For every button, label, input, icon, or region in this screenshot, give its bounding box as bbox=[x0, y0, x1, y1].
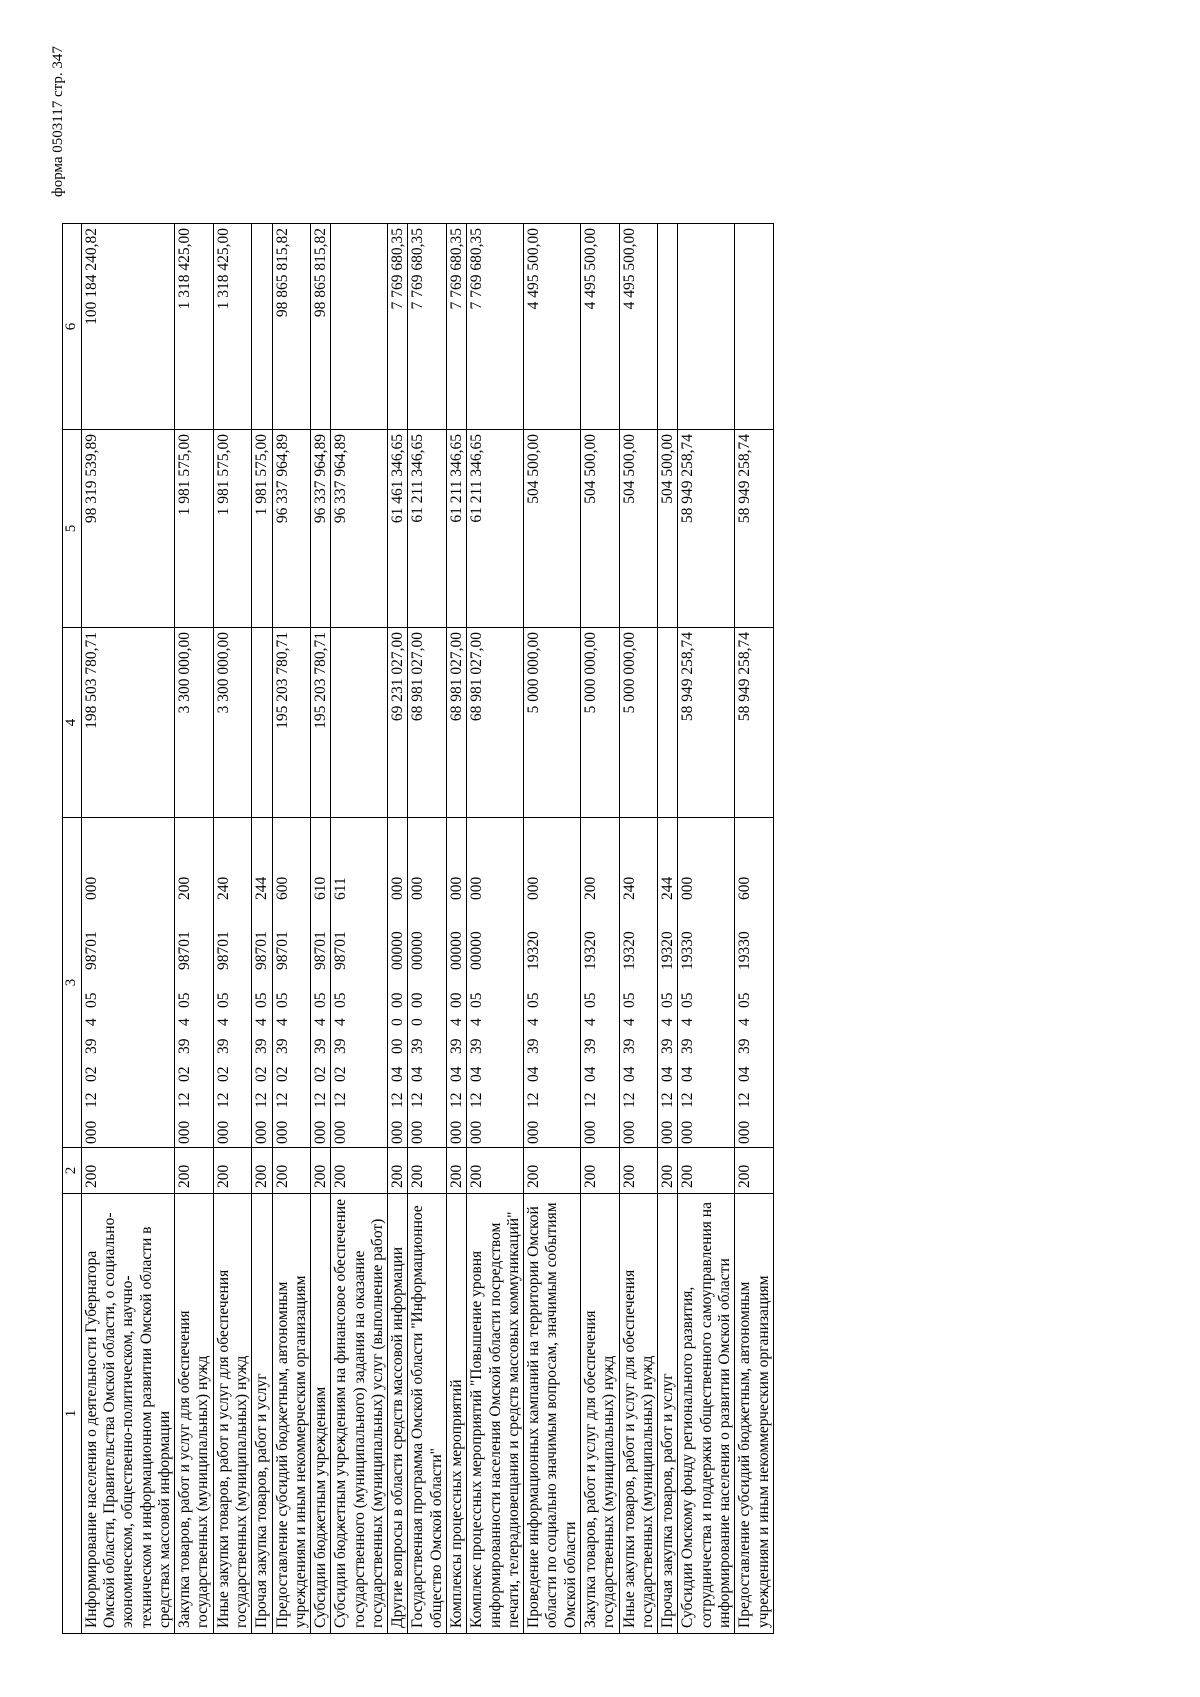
code-segment: 000 bbox=[389, 876, 407, 900]
line-code: 200 bbox=[388, 1148, 408, 1194]
code-segment: 244 bbox=[253, 876, 271, 900]
unexecuted-amount: 7 769 680,35 bbox=[408, 224, 447, 430]
code-segment: 240 bbox=[214, 876, 232, 900]
line-code: 200 bbox=[252, 1148, 272, 1194]
approved-amount: 198 503 780,71 bbox=[81, 628, 174, 818]
code-segment: 05 bbox=[273, 992, 291, 1008]
code-segment: 000 bbox=[273, 1120, 291, 1144]
code-segment: 000 bbox=[525, 876, 543, 900]
code-segment: 12 bbox=[176, 1092, 194, 1108]
table-row bbox=[447, 224, 467, 1634]
budget-classification-code bbox=[272, 818, 311, 1148]
code-segment: 05 bbox=[312, 992, 330, 1008]
code-segment: 39 bbox=[409, 1038, 427, 1054]
code-segment: 02 bbox=[176, 1066, 194, 1082]
executed-amount: 1 981 575,00 bbox=[213, 430, 252, 628]
approved-amount: 3 300 000,00 bbox=[213, 628, 252, 818]
code-segment: 39 bbox=[273, 1038, 291, 1054]
code-segment: 98701 bbox=[253, 931, 271, 970]
table-row bbox=[311, 224, 331, 1634]
code-segment: 12 bbox=[214, 1092, 232, 1108]
table-row bbox=[524, 224, 581, 1634]
code-segment: 4 bbox=[312, 1018, 330, 1026]
code-segment: 19330 bbox=[736, 931, 754, 970]
code-segment: 0 bbox=[409, 1018, 427, 1026]
row-name: Прочая закупка товаров, работ и услуг bbox=[658, 1194, 678, 1634]
row-name: Субсидии бюджетным учреждениям на финансовое обеспечение государственного (муниципального) задания на оказание государственных (муниципальных) услуг (выполнение работ) bbox=[331, 1194, 388, 1634]
row-name: Субсидии Омскому фонду регионального развития, сотрудничества и поддержки общественного самоуправления на информирование населения о развитии Омской области bbox=[678, 1194, 735, 1634]
column-header: 2 bbox=[63, 1148, 82, 1194]
code-segment: 4 bbox=[273, 1018, 291, 1026]
budget-classification-code bbox=[447, 818, 467, 1148]
row-name: Субсидии бюджетным учреждениям bbox=[311, 1194, 331, 1634]
executed-amount: 1 981 575,00 bbox=[175, 430, 214, 628]
column-header: 4 bbox=[63, 628, 82, 818]
table-row bbox=[252, 224, 272, 1634]
code-segment: 000 bbox=[389, 1120, 407, 1144]
code-segment: 05 bbox=[468, 992, 486, 1008]
code-segment: 00000 bbox=[409, 931, 427, 970]
line-code: 200 bbox=[331, 1148, 388, 1194]
code-segment: 19320 bbox=[620, 931, 638, 970]
code-segment: 244 bbox=[659, 876, 677, 900]
row-name: Закупка товаров, работ и услуг для обеспечения государственных (муниципальных) нужд bbox=[581, 1194, 620, 1634]
row-name: Иные закупки товаров, работ и услуг для обеспечения государственных (муниципальных) нужд bbox=[213, 1194, 252, 1634]
executed-amount: 96 337 964,89 bbox=[311, 430, 331, 628]
table-row bbox=[735, 224, 774, 1634]
code-segment: 04 bbox=[620, 1066, 638, 1082]
code-segment: 600 bbox=[736, 876, 754, 900]
budget-classification-code bbox=[619, 818, 658, 1148]
code-segment: 05 bbox=[736, 992, 754, 1008]
code-segment: 19330 bbox=[679, 931, 697, 970]
code-segment: 39 bbox=[679, 1038, 697, 1054]
approved-amount bbox=[331, 628, 388, 818]
table-row bbox=[388, 224, 408, 1634]
approved-amount: 68 981 027,00 bbox=[408, 628, 447, 818]
code-segment: 12 bbox=[448, 1092, 466, 1108]
unexecuted-amount bbox=[735, 224, 774, 430]
table-row bbox=[175, 224, 214, 1634]
code-segment: 39 bbox=[176, 1038, 194, 1054]
code-segment: 000 bbox=[82, 876, 100, 900]
code-segment: 39 bbox=[82, 1038, 100, 1054]
budget-classification-code bbox=[213, 818, 252, 1148]
row-name: Прочая закупка товаров, работ и услуг bbox=[252, 1194, 272, 1634]
executed-amount: 504 500,00 bbox=[524, 430, 581, 628]
code-segment: 04 bbox=[389, 1066, 407, 1082]
row-name: Другие вопросы в области средств массовой информации bbox=[388, 1194, 408, 1634]
code-segment: 600 bbox=[273, 876, 291, 900]
code-segment: 000 bbox=[448, 876, 466, 900]
code-segment: 000 bbox=[448, 1120, 466, 1144]
line-code: 200 bbox=[81, 1148, 174, 1194]
code-segment: 04 bbox=[736, 1066, 754, 1082]
code-segment: 39 bbox=[448, 1038, 466, 1054]
code-segment: 000 bbox=[736, 1120, 754, 1144]
line-code: 200 bbox=[311, 1148, 331, 1194]
code-segment: 000 bbox=[679, 1120, 697, 1144]
approved-amount: 195 203 780,71 bbox=[272, 628, 311, 818]
code-segment: 000 bbox=[312, 1120, 330, 1144]
code-segment: 000 bbox=[176, 1120, 194, 1144]
column-header: 5 bbox=[63, 430, 82, 628]
code-segment: 200 bbox=[582, 876, 599, 900]
code-segment: 05 bbox=[253, 992, 271, 1008]
budget-classification-code bbox=[252, 818, 272, 1148]
code-segment: 00000 bbox=[389, 931, 407, 970]
table-row bbox=[272, 224, 311, 1634]
header-row bbox=[63, 224, 82, 1634]
approved-amount: 5 000 000,00 bbox=[581, 628, 620, 818]
budget-table bbox=[62, 223, 774, 1634]
table-row bbox=[81, 224, 174, 1634]
row-name: Предоставление субсидий бюджетным, автономным учреждениям и иным некоммерческим организациям bbox=[272, 1194, 311, 1634]
executed-amount: 504 500,00 bbox=[619, 430, 658, 628]
executed-amount: 504 500,00 bbox=[658, 430, 678, 628]
code-segment: 39 bbox=[582, 1038, 599, 1054]
code-segment: 4 bbox=[448, 1018, 466, 1026]
line-code: 200 bbox=[447, 1148, 467, 1194]
code-segment: 05 bbox=[332, 992, 350, 1008]
budget-classification-code bbox=[311, 818, 331, 1148]
unexecuted-amount bbox=[252, 224, 272, 430]
code-segment: 00000 bbox=[448, 931, 466, 970]
column-header: 1 bbox=[63, 1194, 82, 1634]
code-segment: 98701 bbox=[214, 931, 232, 970]
code-segment: 4 bbox=[679, 1018, 697, 1026]
budget-classification-code bbox=[581, 818, 620, 1148]
code-segment: 00 bbox=[409, 992, 427, 1008]
budget-classification-code bbox=[331, 818, 388, 1148]
code-segment: 98701 bbox=[273, 931, 291, 970]
code-segment: 04 bbox=[468, 1066, 486, 1082]
code-segment: 05 bbox=[620, 992, 638, 1008]
unexecuted-amount: 7 769 680,35 bbox=[467, 224, 524, 430]
code-segment: 05 bbox=[176, 992, 194, 1008]
code-segment: 02 bbox=[312, 1066, 330, 1082]
approved-amount bbox=[658, 628, 678, 818]
executed-amount: 96 337 964,89 bbox=[272, 430, 311, 628]
code-segment: 12 bbox=[409, 1092, 427, 1108]
line-code: 200 bbox=[467, 1148, 524, 1194]
code-segment: 02 bbox=[332, 1066, 350, 1082]
approved-amount: 58 949 258,74 bbox=[678, 628, 735, 818]
code-segment: 98701 bbox=[312, 931, 330, 970]
code-segment: 12 bbox=[273, 1092, 291, 1108]
row-name: Государственная программа Омской области "Информационное общество Омской области" bbox=[408, 1194, 447, 1634]
code-segment: 02 bbox=[253, 1066, 271, 1082]
code-segment: 000 bbox=[620, 1120, 638, 1144]
code-segment: 12 bbox=[659, 1092, 677, 1108]
code-segment: 000 bbox=[82, 1120, 100, 1144]
code-segment: 39 bbox=[659, 1038, 677, 1054]
executed-amount: 61 211 346,65 bbox=[408, 430, 447, 628]
unexecuted-amount: 98 865 815,82 bbox=[272, 224, 311, 430]
table-row bbox=[331, 224, 388, 1634]
code-segment: 12 bbox=[525, 1092, 543, 1108]
table-row bbox=[678, 224, 735, 1634]
table-row bbox=[658, 224, 678, 1634]
code-segment: 05 bbox=[525, 992, 543, 1008]
executed-amount: 61 461 346,65 bbox=[388, 430, 408, 628]
form-label: форма 0503117 стр. 347 bbox=[50, 46, 66, 197]
executed-amount: 96 337 964,89 bbox=[331, 430, 388, 628]
budget-classification-code bbox=[408, 818, 447, 1148]
code-segment: 4 bbox=[468, 1018, 486, 1026]
approved-amount: 5 000 000,00 bbox=[524, 628, 581, 818]
executed-amount: 98 319 539,89 bbox=[81, 430, 174, 628]
unexecuted-amount: 4 495 500,00 bbox=[581, 224, 620, 430]
code-segment: 39 bbox=[468, 1038, 486, 1054]
code-segment: 98701 bbox=[82, 931, 100, 970]
code-segment: 19320 bbox=[582, 931, 599, 970]
code-segment: 12 bbox=[332, 1092, 350, 1108]
budget-classification-code bbox=[678, 818, 735, 1148]
code-segment: 12 bbox=[468, 1092, 486, 1108]
unexecuted-amount bbox=[658, 224, 678, 430]
budget-classification-code bbox=[658, 818, 678, 1148]
code-segment: 05 bbox=[82, 992, 100, 1008]
column-header: 6 bbox=[63, 224, 82, 430]
code-segment: 00 bbox=[389, 992, 407, 1008]
executed-amount: 504 500,00 bbox=[581, 430, 620, 628]
unexecuted-amount: 7 769 680,35 bbox=[388, 224, 408, 430]
code-segment: 000 bbox=[214, 1120, 232, 1144]
code-segment: 4 bbox=[82, 1018, 100, 1026]
code-segment: 200 bbox=[176, 876, 194, 900]
unexecuted-amount bbox=[331, 224, 388, 430]
code-segment: 4 bbox=[332, 1018, 350, 1026]
budget-classification-code bbox=[467, 818, 524, 1148]
code-segment: 02 bbox=[82, 1066, 100, 1082]
approved-amount: 69 231 027,00 bbox=[388, 628, 408, 818]
code-segment: 05 bbox=[659, 992, 677, 1008]
code-segment: 39 bbox=[332, 1038, 350, 1054]
unexecuted-amount: 7 769 680,35 bbox=[447, 224, 467, 430]
table-row bbox=[581, 224, 620, 1634]
code-segment: 12 bbox=[582, 1092, 599, 1108]
code-segment: 04 bbox=[525, 1066, 543, 1082]
code-segment: 4 bbox=[253, 1018, 271, 1026]
table-row bbox=[408, 224, 447, 1634]
budget-classification-code bbox=[175, 818, 214, 1148]
code-segment: 000 bbox=[409, 1120, 427, 1144]
budget-classification-code bbox=[388, 818, 408, 1148]
unexecuted-amount bbox=[678, 224, 735, 430]
unexecuted-amount: 4 495 500,00 bbox=[524, 224, 581, 430]
table-row bbox=[467, 224, 524, 1634]
line-code: 200 bbox=[581, 1148, 620, 1194]
row-name: Предоставление субсидий бюджетным, автономным учреждениям и иным некоммерческим организациям bbox=[735, 1194, 774, 1634]
code-segment: 02 bbox=[273, 1066, 291, 1082]
unexecuted-amount: 100 184 240,82 bbox=[81, 224, 174, 430]
executed-amount: 1 981 575,00 bbox=[252, 430, 272, 628]
approved-amount: 68 981 027,00 bbox=[447, 628, 467, 818]
line-code: 200 bbox=[735, 1148, 774, 1194]
budget-classification-code bbox=[735, 818, 774, 1148]
code-segment: 12 bbox=[679, 1092, 697, 1108]
code-segment: 04 bbox=[448, 1066, 466, 1082]
approved-amount: 195 203 780,71 bbox=[311, 628, 331, 818]
code-segment: 12 bbox=[253, 1092, 271, 1108]
code-segment: 00000 bbox=[468, 931, 486, 970]
unexecuted-amount: 98 865 815,82 bbox=[311, 224, 331, 430]
code-segment: 4 bbox=[659, 1018, 677, 1026]
code-segment: 0 bbox=[389, 1018, 407, 1026]
line-code: 200 bbox=[175, 1148, 214, 1194]
code-segment: 4 bbox=[582, 1018, 599, 1026]
executed-amount: 61 211 346,65 bbox=[447, 430, 467, 628]
approved-amount: 68 981 027,00 bbox=[467, 628, 524, 818]
code-segment: 39 bbox=[214, 1038, 232, 1054]
code-segment: 610 bbox=[312, 876, 330, 900]
code-segment: 4 bbox=[620, 1018, 638, 1026]
row-name: Информирование населения о деятельности Губернатора Омской области, Правительства Омской области, о социально-экономическом, общественно-политическом, научно-техническом и информационном развитии Омской области в средствах массовой информации bbox=[81, 1194, 174, 1634]
row-name: Комплексы процессных мероприятий bbox=[447, 1194, 467, 1634]
executed-amount: 58 949 258,74 bbox=[678, 430, 735, 628]
line-code: 200 bbox=[678, 1148, 735, 1194]
code-segment: 39 bbox=[620, 1038, 638, 1054]
code-segment: 98701 bbox=[332, 931, 350, 970]
budget-classification-code bbox=[81, 818, 174, 1148]
code-segment: 04 bbox=[679, 1066, 697, 1082]
code-segment: 39 bbox=[525, 1038, 543, 1054]
code-segment: 00 bbox=[389, 1038, 407, 1054]
code-segment: 4 bbox=[214, 1018, 232, 1026]
code-segment: 000 bbox=[409, 876, 427, 900]
code-segment: 05 bbox=[679, 992, 697, 1008]
unexecuted-amount: 4 495 500,00 bbox=[619, 224, 658, 430]
line-code: 200 bbox=[272, 1148, 311, 1194]
code-segment: 000 bbox=[253, 1120, 271, 1144]
unexecuted-amount: 1 318 425,00 bbox=[213, 224, 252, 430]
code-segment: 04 bbox=[659, 1066, 677, 1082]
code-segment: 04 bbox=[582, 1066, 599, 1082]
code-segment: 19320 bbox=[525, 931, 543, 970]
line-code: 200 bbox=[524, 1148, 581, 1194]
row-name: Иные закупки товаров, работ и услуг для обеспечения государственных (муниципальных) нужд bbox=[619, 1194, 658, 1634]
table-body bbox=[81, 224, 773, 1634]
code-segment: 000 bbox=[468, 876, 486, 900]
row-name: Проведение информационных кампаний на территории Омской области по социально значимым вопросам, значимым событиям Омской области bbox=[524, 1194, 581, 1634]
code-segment: 04 bbox=[409, 1066, 427, 1082]
code-segment: 00 bbox=[448, 992, 466, 1008]
row-name: Закупка товаров, работ и услуг для обеспечения государственных (муниципальных) нужд bbox=[175, 1194, 214, 1634]
approved-amount: 5 000 000,00 bbox=[619, 628, 658, 818]
table-row bbox=[213, 224, 252, 1634]
row-name: Комплекс процессных мероприятий "Повышение уровня информированности населения Омской области посредством печати, телерадиовещания и средств массовых коммуникаций" bbox=[467, 1194, 524, 1634]
code-segment: 000 bbox=[468, 1120, 486, 1144]
unexecuted-amount: 1 318 425,00 bbox=[175, 224, 214, 430]
code-segment: 05 bbox=[582, 992, 599, 1008]
approved-amount: 58 949 258,74 bbox=[735, 628, 774, 818]
code-segment: 39 bbox=[253, 1038, 271, 1054]
line-code: 200 bbox=[408, 1148, 447, 1194]
approved-amount bbox=[252, 628, 272, 818]
code-segment: 12 bbox=[389, 1092, 407, 1108]
code-segment: 4 bbox=[736, 1018, 754, 1026]
code-segment: 4 bbox=[525, 1018, 543, 1026]
executed-amount: 58 949 258,74 bbox=[735, 430, 774, 628]
budget-classification-code bbox=[524, 818, 581, 1148]
code-segment: 12 bbox=[82, 1092, 100, 1108]
code-segment: 39 bbox=[312, 1038, 330, 1054]
code-segment: 240 bbox=[620, 876, 638, 900]
code-segment: 12 bbox=[620, 1092, 638, 1108]
code-segment: 12 bbox=[736, 1092, 754, 1108]
line-code: 200 bbox=[619, 1148, 658, 1194]
table-row bbox=[619, 224, 658, 1634]
line-code: 200 bbox=[213, 1148, 252, 1194]
code-segment: 12 bbox=[312, 1092, 330, 1108]
column-header: 3 bbox=[63, 818, 82, 1148]
code-segment: 4 bbox=[176, 1018, 194, 1026]
code-segment: 000 bbox=[332, 1120, 350, 1144]
code-segment: 02 bbox=[214, 1066, 232, 1082]
code-segment: 05 bbox=[214, 992, 232, 1008]
code-segment: 000 bbox=[582, 1120, 599, 1144]
executed-amount: 61 211 346,65 bbox=[467, 430, 524, 628]
code-segment: 000 bbox=[525, 1120, 543, 1144]
code-segment: 611 bbox=[332, 877, 350, 900]
approved-amount: 3 300 000,00 bbox=[175, 628, 214, 818]
code-segment: 000 bbox=[659, 1120, 677, 1144]
code-segment: 000 bbox=[679, 876, 697, 900]
code-segment: 19320 bbox=[659, 931, 677, 970]
code-segment: 98701 bbox=[176, 931, 194, 970]
line-code: 200 bbox=[658, 1148, 678, 1194]
code-segment: 39 bbox=[736, 1038, 754, 1054]
